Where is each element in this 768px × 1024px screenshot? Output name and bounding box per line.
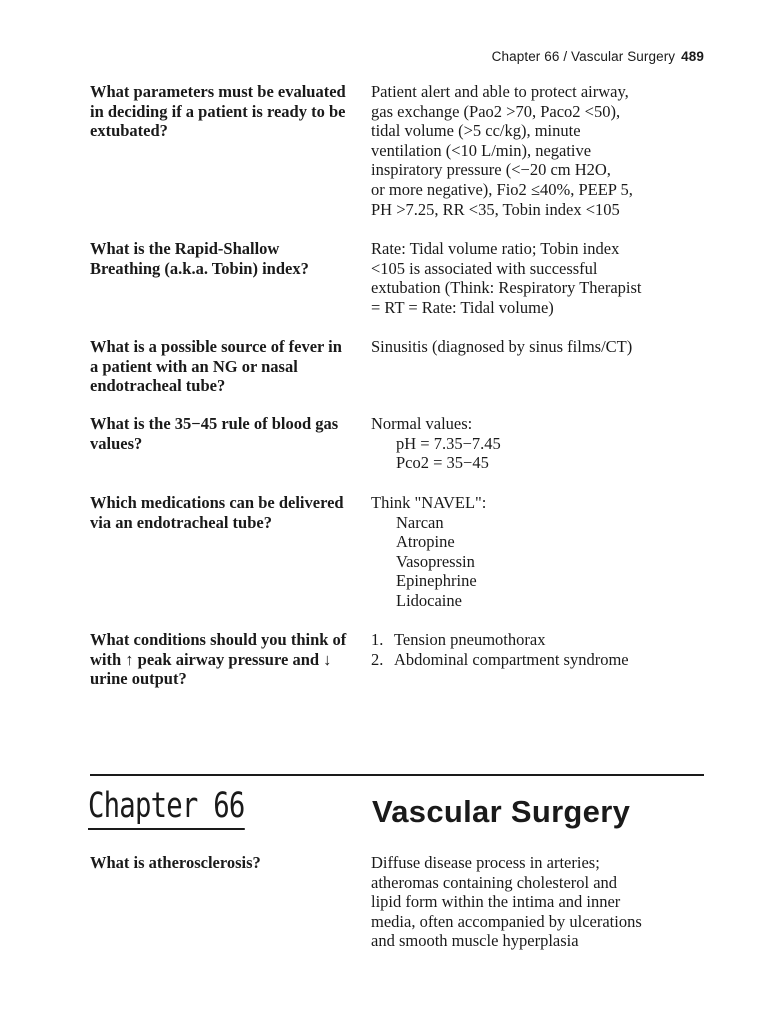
answer-line: Patient alert and able to protect airway, xyxy=(371,82,629,101)
list-item: Lidocaine xyxy=(396,590,462,610)
list-item: Vasopressin xyxy=(396,551,475,571)
question-extubation: What parameters must be evaluated in deciding if a patient is ready to be extubated? xyxy=(90,82,346,141)
answer-line: PH >7.25, RR <35, Tobin index <105 xyxy=(371,199,620,219)
answer-line: media, often accompanied by ulcerations xyxy=(371,911,642,931)
question-peak-airway: What conditions should you think of with ↑ peak airway pressure and ↓ urine output? xyxy=(90,630,347,689)
question-tobin-index: What is the Rapid-Shallow Breathing (a.k.a. Tobin) index? xyxy=(90,239,309,278)
answer-line: tidal volume (>5 cc/kg), minute xyxy=(371,121,581,141)
question-fever-source: What is a possible source of fever in a patient with an NG or nasal endotracheal tube? xyxy=(90,337,342,396)
answer-line: gas exchange (Pao2 >70, Paco2 <50), xyxy=(371,101,621,121)
list-item: Atropine xyxy=(396,532,455,552)
answer-line: or more negative), Fio2 ≤40%, PEEP 5, xyxy=(371,179,633,199)
list-item: Epinephrine xyxy=(396,571,477,591)
answer-line: Rate: Tidal volume ratio; Tobin index xyxy=(371,239,620,258)
answer-line: lipid form within the intima and inner xyxy=(371,892,621,912)
running-title: Chapter 66 / Vascular Surgery xyxy=(491,49,676,64)
question-navel: Which medications can be delivered via an endotracheal tube? xyxy=(90,493,344,532)
answer-extubation xyxy=(371,82,706,219)
answer-navel xyxy=(371,493,706,611)
answer-intro: Think "NAVEL": xyxy=(371,493,487,512)
answer-line: and smooth muscle hyperplasia xyxy=(371,931,579,951)
answer-tobin-index xyxy=(371,239,706,317)
answer-line: Sinusitis (diagnosed by sinus films/CT) xyxy=(371,337,633,356)
chapter-divider xyxy=(90,774,704,776)
list-item-text: Abdominal compartment syndrome xyxy=(394,649,629,669)
running-head xyxy=(492,49,704,64)
answer-fever-source xyxy=(371,337,706,357)
ph-range: pH = 7.35−7.45 xyxy=(396,433,501,453)
pco2-range: Pco2 = 35−45 xyxy=(396,453,489,473)
answer-intro: Normal values: xyxy=(371,414,473,433)
question-blood-gas-rule: What is the 35−45 rule of blood gas values? xyxy=(90,414,339,453)
answer-line: extubation (Think: Respiratory Therapist xyxy=(371,278,642,298)
answer-blood-gas-rule xyxy=(371,414,706,473)
answer-line: <105 is associated with successful xyxy=(371,258,598,278)
chapter-label: Chapter 66 xyxy=(88,786,245,830)
answer-peak-airway xyxy=(371,630,706,669)
answer-line: inspiratory pressure (<−20 cm H2O, xyxy=(371,160,611,180)
page-number: 489 xyxy=(681,49,704,64)
answer-line: = RT = Rate: Tidal volume) xyxy=(371,297,554,317)
question-atherosclerosis: What is atherosclerosis? xyxy=(90,853,261,872)
list-item: 1. Tension pneumothorax xyxy=(371,630,546,649)
answer-line: Diffuse disease process in arteries; xyxy=(371,853,600,872)
chapter-title: Vascular Surgery xyxy=(372,794,631,829)
list-item: 2. Abdominal compartment syndrome xyxy=(371,649,629,669)
answer-atherosclerosis xyxy=(371,853,706,951)
list-item: Narcan xyxy=(396,512,444,532)
answer-line: ventilation (<10 L/min), negative xyxy=(371,140,592,160)
list-item-text: Tension pneumothorax xyxy=(394,630,546,649)
answer-line: atheromas containing cholesterol and xyxy=(371,872,618,892)
